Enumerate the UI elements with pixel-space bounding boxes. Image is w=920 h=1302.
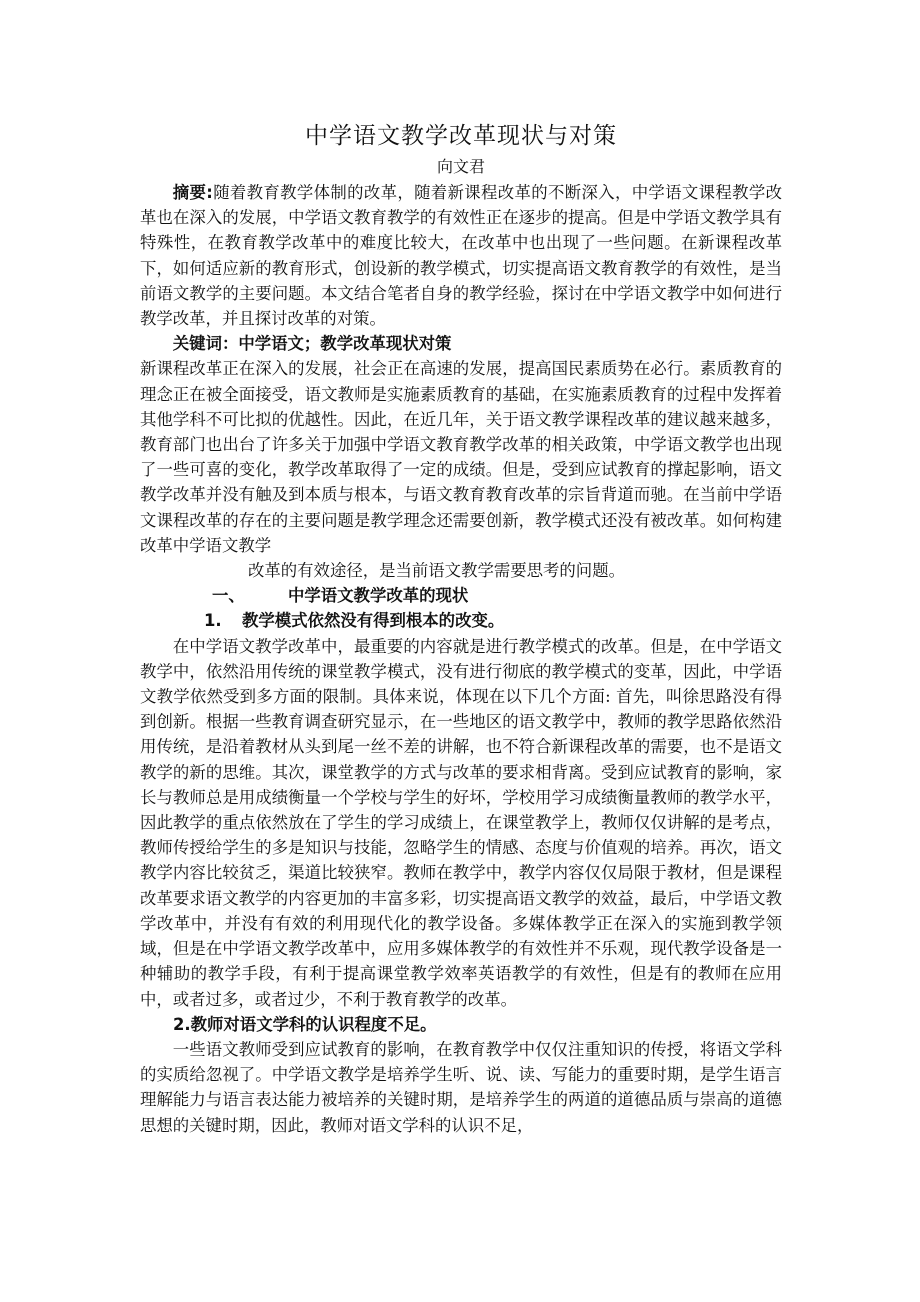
section-heading-1 <box>140 583 782 608</box>
subsection-heading-2: 2.教师对语文学科的认识程度不足。 <box>173 1014 437 1034</box>
abstract-paragraph <box>140 180 782 331</box>
intro-paragraph: 新课程改革正在深入的发展，社会正在高速的发展，提高国民素质势在必行。素质教育的理念正在被全面接受，语文教师是实施素质教育的基础，在实施素质教育的过程中发挥着其他学科不可比拟的优越性。因此，在近几年，关于语文教学课程改革的建议越来越多，教育部门也出台了许多关于加强中学语文教育教学改革的相关政策，中学语文教学也出现了一些可喜的变化，教学改革取得了一定的成绩。但是，受到应试教育的撑起影响，语文教学改革并没有触及到本质与根本，与语文教育教育改革的宗旨背道而驰。在当前中学语文课程改革的存在的主要问题是教学理念还需要创新，教学模式还没有被改革。如何构建改革中学语文教学 <box>140 359 782 555</box>
section-title: 中学语文教学改革的现状 <box>288 586 469 606</box>
document-page <box>140 118 782 1138</box>
subsection-2-paragraph: 一些语文教师受到应试教育的影响，在教育教学中仅仅注重知识的传授，将语文学科的实质给忽视了。中学语文教学是培养学生听、说、读、写能力的重要时期，是学生语言理解能力与语言表达能力被培养的关键时期，是培养学生的两道的道德品质与崇高的道德思想的关键时期，因此，教师对语文学科的认识不足， <box>140 1039 782 1135</box>
intro-paragraph-tail: 改革的有效途径，是当前语文教学需要思考的问题。 <box>248 561 625 581</box>
author-name: 向文君 <box>436 157 485 176</box>
subsection-1-paragraph: 在中学语文教学改革中，最重要的内容就是进行教学模式的改革。但是，在中学语文教学中，依然沿用传统的课堂教学模式，没有进行彻底的教学模式的变革，因此，中学语文教学依然受到多方面的限制。具体来说，体现在以下几个方面: 首先，叫徐思路没有得到创新。根据一些教育调查研究显示，在一些地区的语文教学中，教师的教学思路依然沿用传统，是沿着教材从头到尾一丝不差的讲解，也不符合新课程改革的需要，也不是语文教学的新的思维。其次，课堂教学的方式与改革的要求相背离。受到应试教育的影响，家长与教师总是用成绩衡量一个学校与学生的好坏，学校用学习成绩衡量教师的教学水平，因此教学的重点依然放在了学生的学习成绩上，在课堂教学上，教师仅仅讲解的是考点，教师传授给学生的多是知识与技能，忽略学生的情感、态度与价值观的培养。再次，语文教学内容比较贫乏，渠道比较狭窄。教师在教学中，教学内容仅仅局限于教材，但是课程改革要求语文教学的内容更加的丰富多彩，切实提高语文教学的效益，最后，中学语文教学改革中，并没有有效的利用现代化的教学设备。多媒体教学正在深入的实施到教学领域，但是在中学语文教学改革中，应用多媒体教学的有效性并不乐观，现代教学设备是一种辅助的教学手段，有利于提高课堂教学效率英语教学的有效性，但是有的教师在应用中，或者过多，或者过少，不利于教育教学的改革。 <box>140 636 782 1009</box>
document-title: 中学语文教学改革现状与对策 <box>305 123 617 149</box>
keywords-line <box>140 331 782 356</box>
subsection-title: 教学模式依然没有得到根本的改变。 <box>242 611 505 631</box>
keywords-text: 中学语文；教学改革现状对策 <box>238 334 452 354</box>
subsection-number: 1. <box>204 611 222 631</box>
abstract-text: 随着教育教学体制的改革，随着新课程改革的不断深入，中学语文课程教学改革也在深入的发展，中学语文教育教学的有效性正在逐步的提高。但是中学语文教学具有特殊性，在教育教学改革中的难度比较大，在改革中也出现了一些问题。在新课程改革下，如何适应新的教育形式，创设新的教学模式，切实提高语文教育教学的有效性，是当前语文教学的主要问题。本文结合笔者自身的教学经验，探讨在中学语文教学中如何进行教学改革，并且探讨改革的对策。 <box>140 183 783 329</box>
section-number: 一、 <box>212 586 245 606</box>
abstract-label: 摘要: <box>172 183 213 202</box>
subsection-heading-1 <box>140 608 782 633</box>
keywords-label: 关键词： <box>172 334 239 354</box>
